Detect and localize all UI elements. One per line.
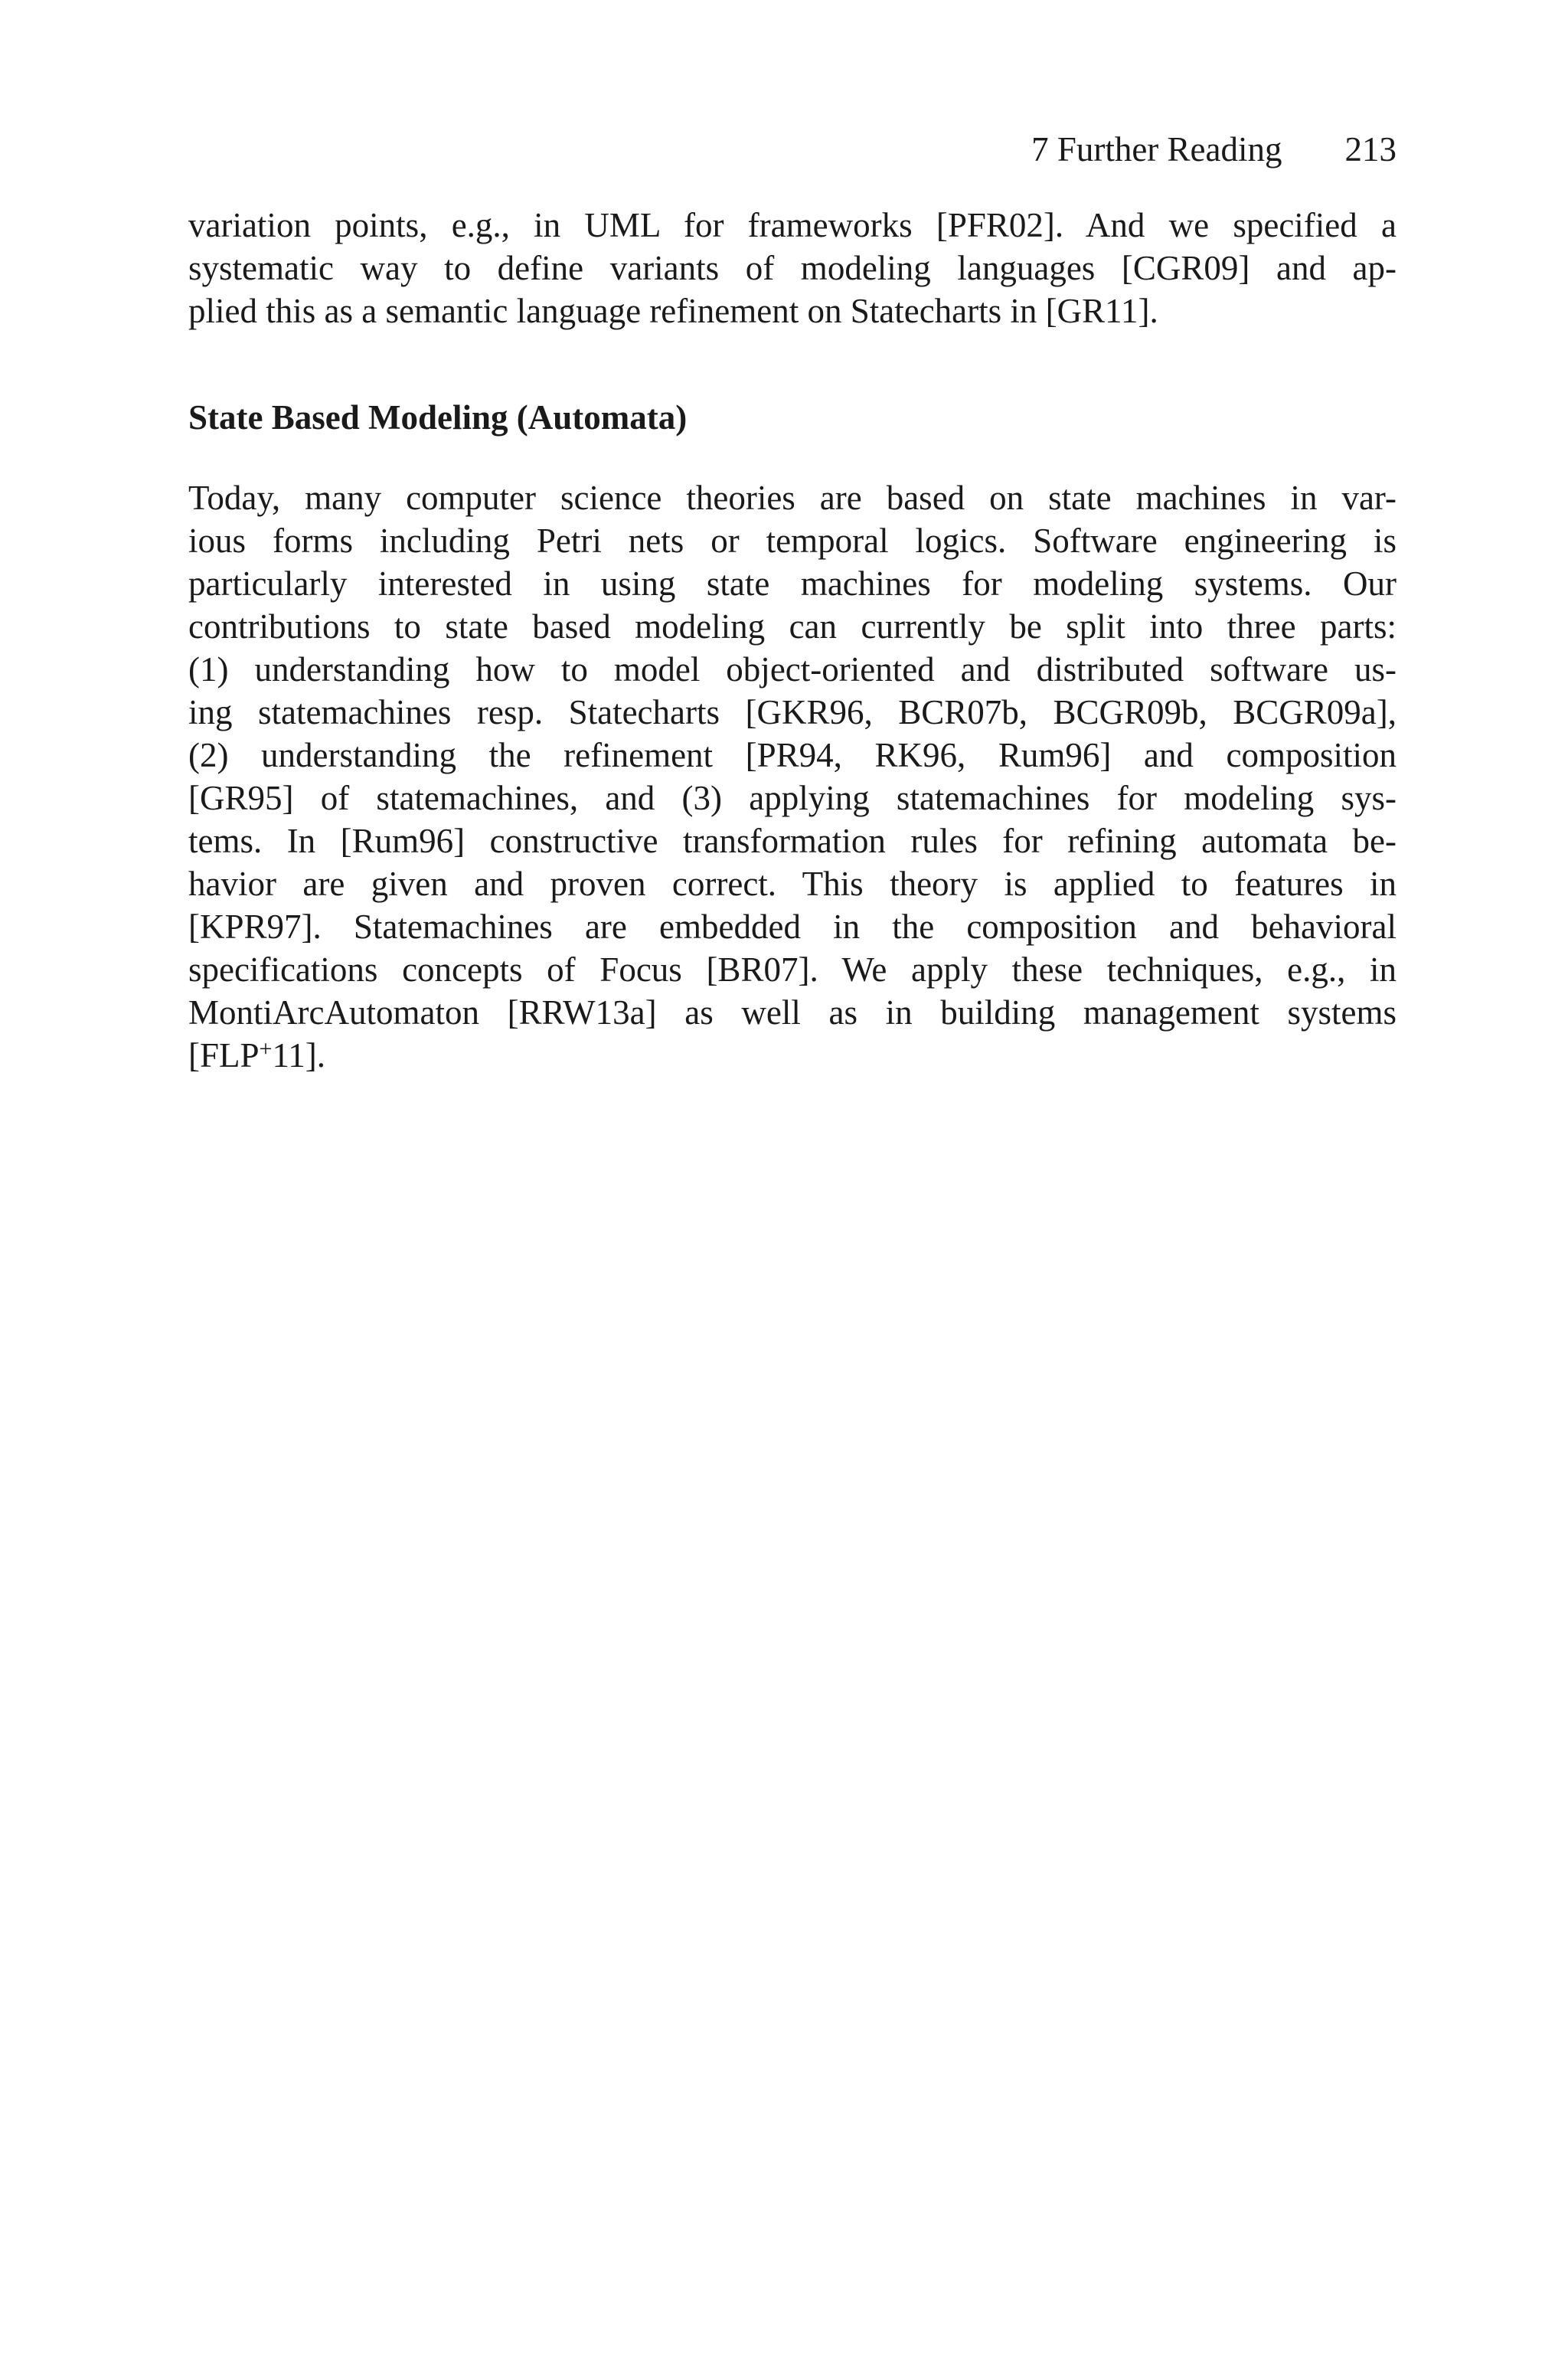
text-line: contributions to state based modeling can currently be split into three parts:: [188, 607, 1396, 646]
page-number: 213: [1344, 130, 1396, 168]
section-heading: State Based Modeling (Automata): [188, 398, 688, 437]
text-line: variation points, e.g., in UML for frameworks [PFR02]. And we specified a: [188, 206, 1396, 244]
text-line: MontiArcAutomaton [RRW13a] as well as in building management systems: [188, 993, 1396, 1032]
citation-superscript: +: [259, 1036, 273, 1061]
text-line: [GR95] of statemachines, and (3) applying statemachines for modeling sys-: [188, 779, 1396, 817]
text-line-final: [188, 1034, 1396, 1077]
running-head: [1031, 126, 1396, 172]
text-line: particularly interested in using state machines for modeling systems. Our: [188, 564, 1396, 603]
text-line: Today, many computer science theories are based on state machines in var-: [188, 479, 1396, 517]
text-line: ing statemachines resp. Statecharts [GKR96, BCR07b, BCGR09b, BCGR09a],: [188, 693, 1396, 731]
text-line: (1) understanding how to model object-oriented and distributed software us-: [188, 650, 1396, 689]
section-paragraph: [188, 476, 1396, 1077]
text-line: havior are given and proven correct. This theory is applied to features in: [188, 865, 1396, 903]
text-line: plied this as a semantic language refinement on Statecharts in [GR11].: [188, 292, 1158, 330]
citation-suffix: 11].: [272, 1036, 326, 1075]
citation-prefix: [FLP: [188, 1036, 260, 1075]
text-line: tems. In [Rum96] constructive transformation rules for refining automata be-: [188, 822, 1396, 860]
text-line: specifications concepts of Focus [BR07]. We apply these techniques, e.g., in: [188, 950, 1396, 989]
text-line: systematic way to define variants of modeling languages [CGR09] and ap-: [188, 249, 1396, 287]
text-line: [KPR97]. Statemachines are embedded in the composition and behavioral: [188, 908, 1396, 946]
continuation-paragraph: [188, 204, 1396, 332]
text-line: (2) understanding the refinement [PR94, RK96, Rum96] and composition: [188, 736, 1396, 774]
text-line: ious forms including Petri nets or temporal logics. Software engineering is: [188, 522, 1396, 560]
chapter-title: 7 Further Reading: [1031, 130, 1282, 168]
